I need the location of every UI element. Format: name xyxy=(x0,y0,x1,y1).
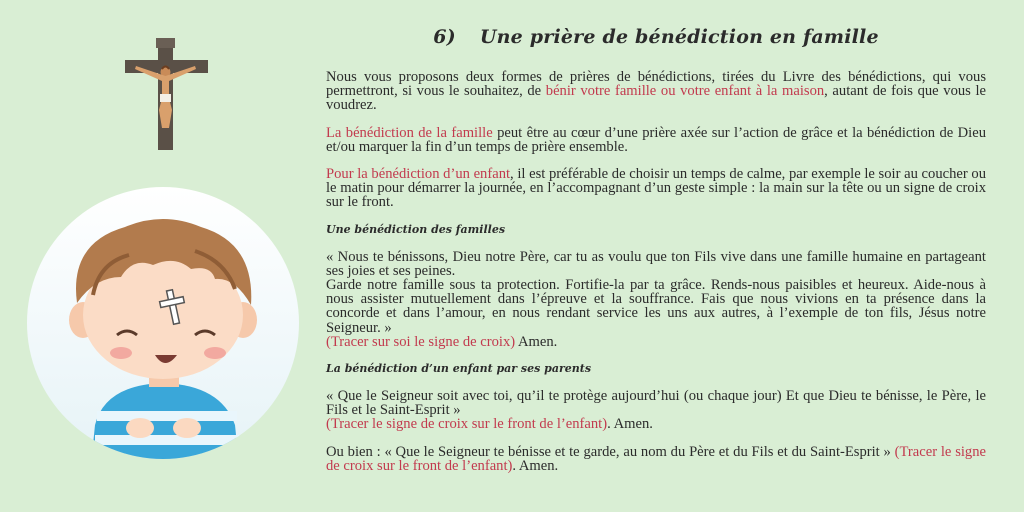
families-amen: Amen. xyxy=(515,333,558,350)
child-alt-text: Ou bien : « Que le Seigneur te bénisse et te garde, au nom du Père et du Fils et du Saint-Esprit » xyxy=(326,443,895,460)
intro-p1-text: Nous vous proposons deux formes de prières de bénédictions, tirées du Livre des bénédictions, qui vous permettront, si vous le souhaitez, de xyxy=(326,69,986,100)
child-heading: La bénédiction d’un enfant par ses parents xyxy=(326,362,592,376)
child-amen-1: . Amen. xyxy=(607,416,653,433)
intro-p3-text: , il est préférable de choisir un temps de calme, par exemple le soir au coucher ou le matin pour démarrer la journée, en l’accompagnant d’un geste simple : la main sur la tête ou un signe de croix sur le front. xyxy=(326,166,986,211)
families-prayer-line-2: Garde notre famille sous ta protection. Fortifie-la par ta grâce. Rends-nous paisibles et heureux. Aide-nous à nous assister mutuellement dans l’épreuve et la souffrance. Fais que nous vivions en ta présence dans la concorde et dans l’amour, en nous rendant service les uns aux autres, à l’exemple de ton fils, Jésus notre Seigneur. » xyxy=(326,277,986,336)
families-prayer-closing xyxy=(326,335,986,349)
intro-p3-highlight: Pour la bénédiction d’un enfant xyxy=(326,166,511,183)
child-with-cross-illustration xyxy=(25,185,301,461)
intro-p2-highlight: La bénédiction de la famille xyxy=(326,124,493,141)
intro-paragraph-2 xyxy=(326,126,986,154)
child-rubric-2: (Tracer le signe de croix sur le front de l’enfant) xyxy=(326,443,987,474)
section-number: 6) xyxy=(433,26,456,48)
title-text: Une prière de bénédiction en famille xyxy=(479,26,879,48)
child-prayer-alternative xyxy=(326,445,986,473)
intro-paragraph-1 xyxy=(326,70,986,113)
illustration-column xyxy=(0,0,320,512)
article-content xyxy=(326,26,986,473)
families-prayer-line-1: « Nous te bénissons, Dieu notre Père, car tu as voulu que ton Fils vive dans une famille humaine en partageant ses joies et ses peines. xyxy=(326,248,986,279)
page-title xyxy=(326,26,986,48)
child-prayer-line-1: « Que le Seigneur soit avec toi, qu’il te protège aujourd’hui (ou chaque jour) Et que Dieu te bénisse, le Père, le Fils et le Saint-Esprit » xyxy=(326,388,986,419)
intro-paragraph-3 xyxy=(326,167,986,210)
intro-p2-text: peut être au cœur d’une prière axée sur l’action de grâce et la bénédiction de Dieu et/ou marquer la fin d’un temps de prière ensemble. xyxy=(326,124,987,155)
child-rubric-1: (Tracer le signe de croix sur le front de l’enfant) xyxy=(326,416,608,433)
child-prayer-closing-1 xyxy=(326,417,986,431)
child-amen-2: . Amen. xyxy=(512,457,559,474)
families-heading: Une bénédiction des familles xyxy=(326,222,506,236)
families-rubric: (Tracer sur soi le signe de croix) xyxy=(326,333,516,350)
crucifix-icon xyxy=(118,36,214,154)
intro-p1-highlight: bénir votre famille ou votre enfant à la maison xyxy=(545,83,825,100)
intro-p1-after: , autant de fois que vous le voudrez. xyxy=(326,83,986,114)
